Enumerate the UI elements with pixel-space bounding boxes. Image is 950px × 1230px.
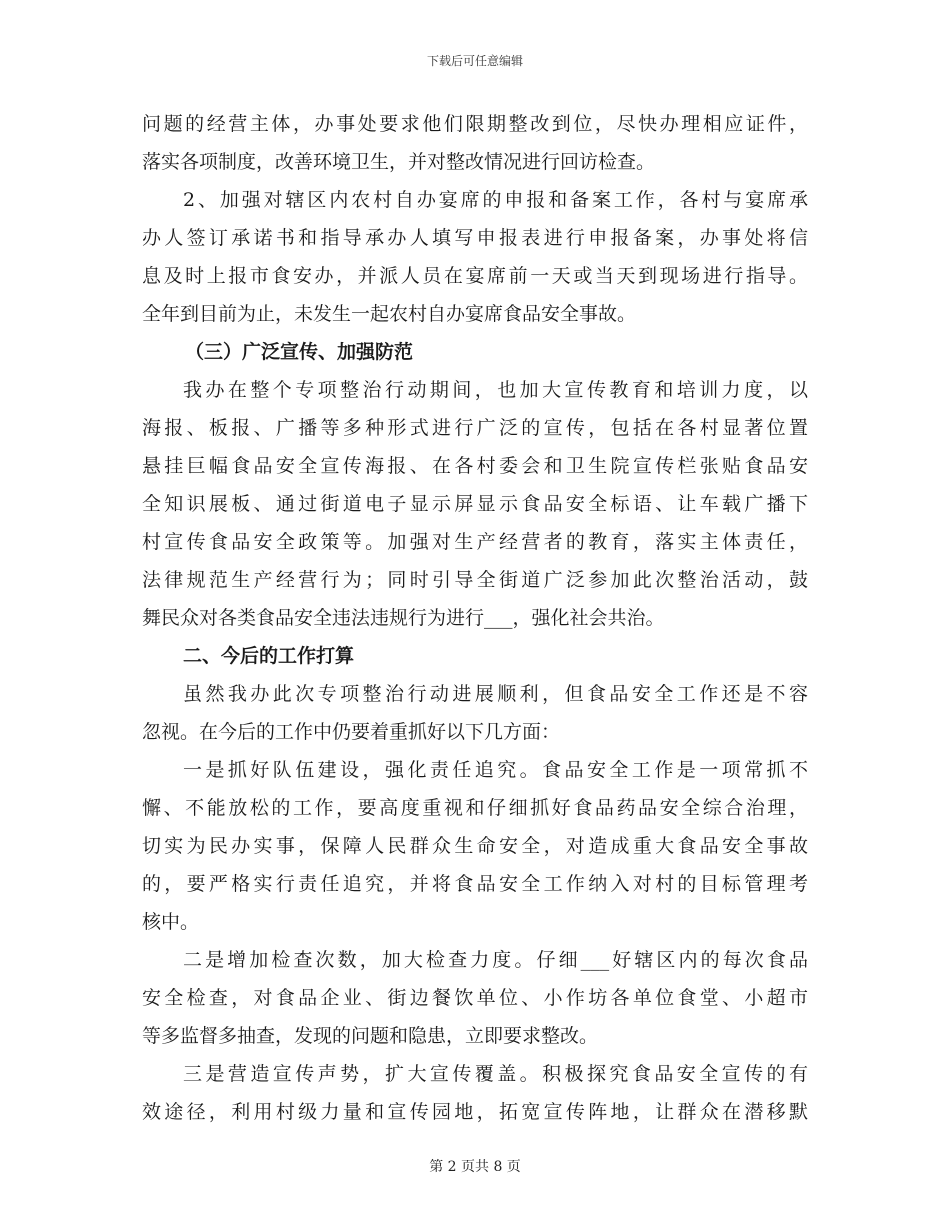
- paragraph-line: 等多监督多抽查，发现的问题和隐患，立即要求整改。: [142, 1025, 599, 1047]
- paragraph-line: 懈、不能放松的工作，要高度重视和仔细抓好食品药品安全综合治理，: [142, 797, 808, 819]
- paragraph-line: 切实为民办实事，保障人民群众生命安全，对造成重大食品安全事故: [142, 835, 808, 857]
- paragraph-line: 我办在整个专项整治行动期间，也加大宣传教育和培训力度，以: [183, 379, 808, 401]
- paragraph-line: 三是营造宣传声势，扩大宣传覆盖。积极探究食品安全宣传的有: [183, 1063, 808, 1085]
- paragraph-line: 全知识展板、通过街道电子显示屏显示食品安全标语、让车载广播下: [142, 493, 808, 515]
- paragraph-line: 效途径，利用村级力量和宣传园地，拓宽宣传阵地，让群众在潜移默: [142, 1101, 808, 1123]
- paragraph-line: 全年到目前为止，未发生一起农村自办宴席食品安全事故。: [142, 303, 637, 325]
- page-footer: 第 2 页共 8 页: [429, 1159, 521, 1175]
- paragraph-line: 村宣传食品安全政策等。加强对生产经营者的教育，落实主体责任，: [142, 531, 808, 553]
- paragraph-line: 一是抓好队伍建设，强化责任追究。食品安全工作是一项常抓不: [183, 759, 808, 781]
- paragraph-line: 海报、板报、广播等多种形式进行广泛的宣传，包括在各村显著位置: [142, 417, 808, 439]
- section-heading: （三）广泛宣传、加强防范: [185, 341, 414, 363]
- paragraph-line: 办人签订承诺书和指导承办人填写申报表进行申报备案，办事处将信: [142, 227, 808, 249]
- paragraph-line: 悬挂巨幅食品安全宣传海报、在各村委会和卫生院宣传栏张贴食品安: [142, 455, 808, 477]
- paragraph-line: 舞民众对各类食品安全违法违规行为进行___，强化社会共治。: [142, 607, 665, 629]
- paragraph-line: 核中。: [142, 911, 200, 933]
- page-header: 下载后可任意编辑: [426, 54, 523, 68]
- paragraph-line: 2、加强对辖区内农村自办宴席的申报和备案工作，各村与宴席承: [183, 189, 808, 211]
- paragraph-line: 二是增加检查次数，加大检查力度。仔细___好辖区内的每次食品: [183, 949, 808, 971]
- paragraph-line: 落实各项制度，改善环境卫生，并对整改情况进行回访检查。: [142, 151, 656, 173]
- paragraph-line: 问题的经营主体，办事处要求他们限期整改到位，尽快办理相应证件，: [142, 113, 808, 135]
- paragraph-line: 法律规范生产经营行为；同时引导全街道广泛参加此次整治活动，鼓: [142, 569, 808, 591]
- paragraph-line: 忽视。在今后的工作中仍要着重抓好以下几方面：: [142, 721, 561, 743]
- paragraph-line: 息及时上报市食安办，并派人员在宴席前一天或当天到现场进行指导。: [142, 265, 808, 287]
- paragraph-line: 虽然我办此次专项整治行动进展顺利，但食品安全工作还是不容: [183, 683, 808, 705]
- section-heading: 二、今后的工作打算: [183, 645, 355, 667]
- paragraph-line: 安全检查，对食品企业、街边餐饮单位、小作坊各单位食堂、小超市: [142, 987, 808, 1009]
- paragraph-line: 的，要严格实行责任追究，并将食品安全工作纳入对村的目标管理考: [142, 873, 808, 895]
- document-body: [142, 105, 808, 1131]
